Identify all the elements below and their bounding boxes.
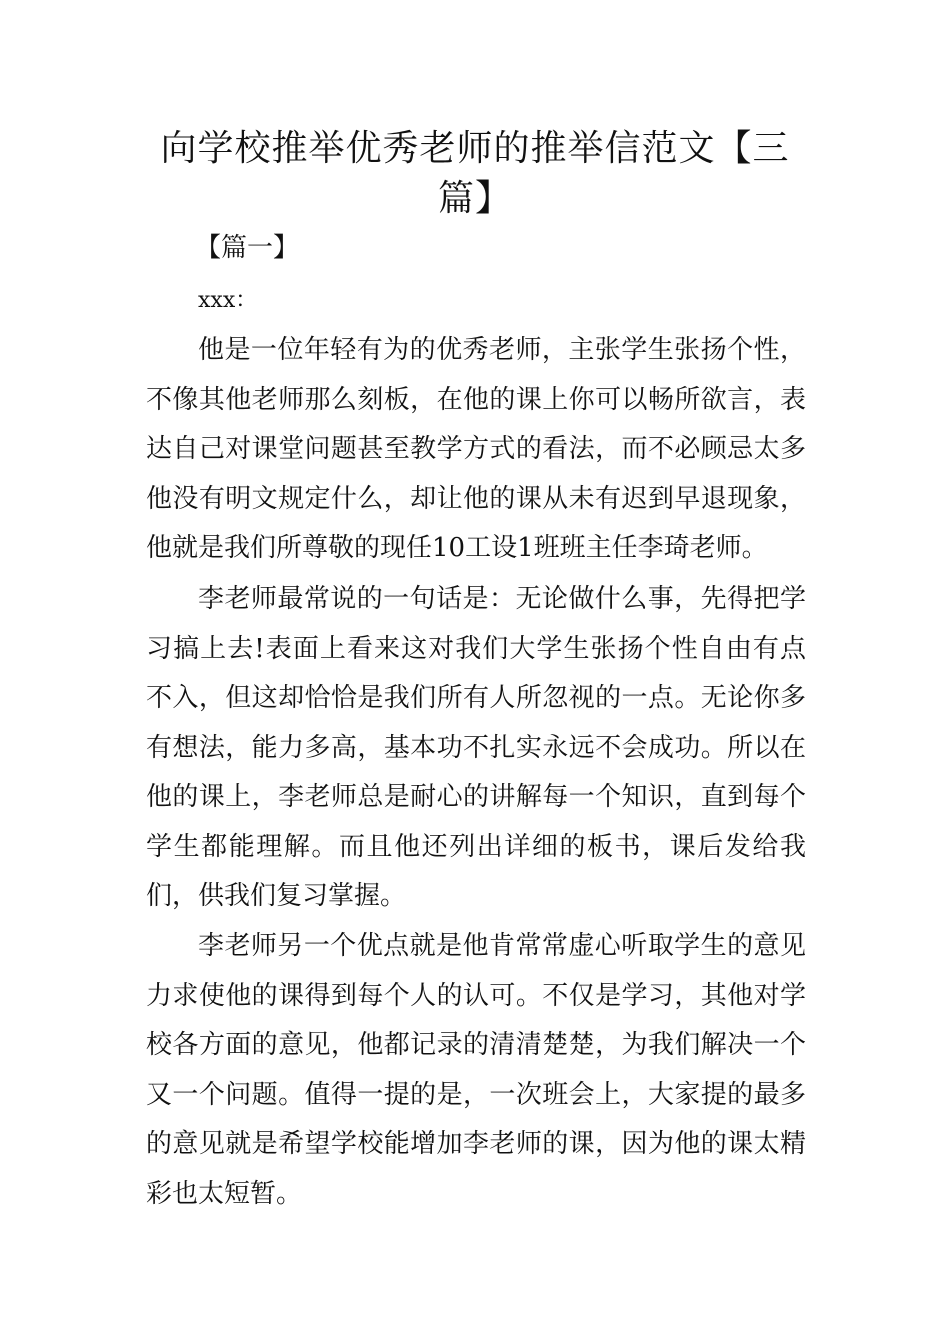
section-label: 【篇一】: [195, 233, 300, 263]
salutation: xxx：: [198, 288, 258, 313]
paragraph-2: 李老师最常说的一句话是：无论做什么事，先得把学习搞上去!表面上看来这对我们大学生张扬个性自由有点不入，但这却恰恰是我们所有人所忽视的一点。无论你多有想法，能力多高，基本功不扎实永远不会成功。所以在他的课上，李老师总是耐心的讲解每一个知识，直到每个学生都能理解。而且他还列出详细的板书，课后发给我们，供我们复习掌握。: [146, 584, 806, 911]
paragraph-1: 他是一位年轻有为的优秀老师，主张学生张扬个性，不像其他老师那么刻板，在他的课上你可以畅所欲言，表达自己对课堂问题甚至教学方式的看法，而不必顾忌太多他没有明文规定什么，却让他的课从未有迟到早退现象，他就是我们所尊敬的现任10工设1班班主任李琦老师。: [146, 335, 806, 563]
paragraph-3: 李老师另一个优点就是他肯常常虚心听取学生的意见力求使他的课得到每个人的认可。不仅是学习，其他对学校各方面的意见，他都记录的清清楚楚，为我们解决一个又一个问题。值得一提的是，一次班会上，大家提的最多的意见就是希望学校能增加李老师的课，因为他的课太精彩也太短暂。: [146, 931, 806, 1209]
document-title: 向学校推举优秀老师的推举信范文【三篇】: [160, 128, 790, 219]
